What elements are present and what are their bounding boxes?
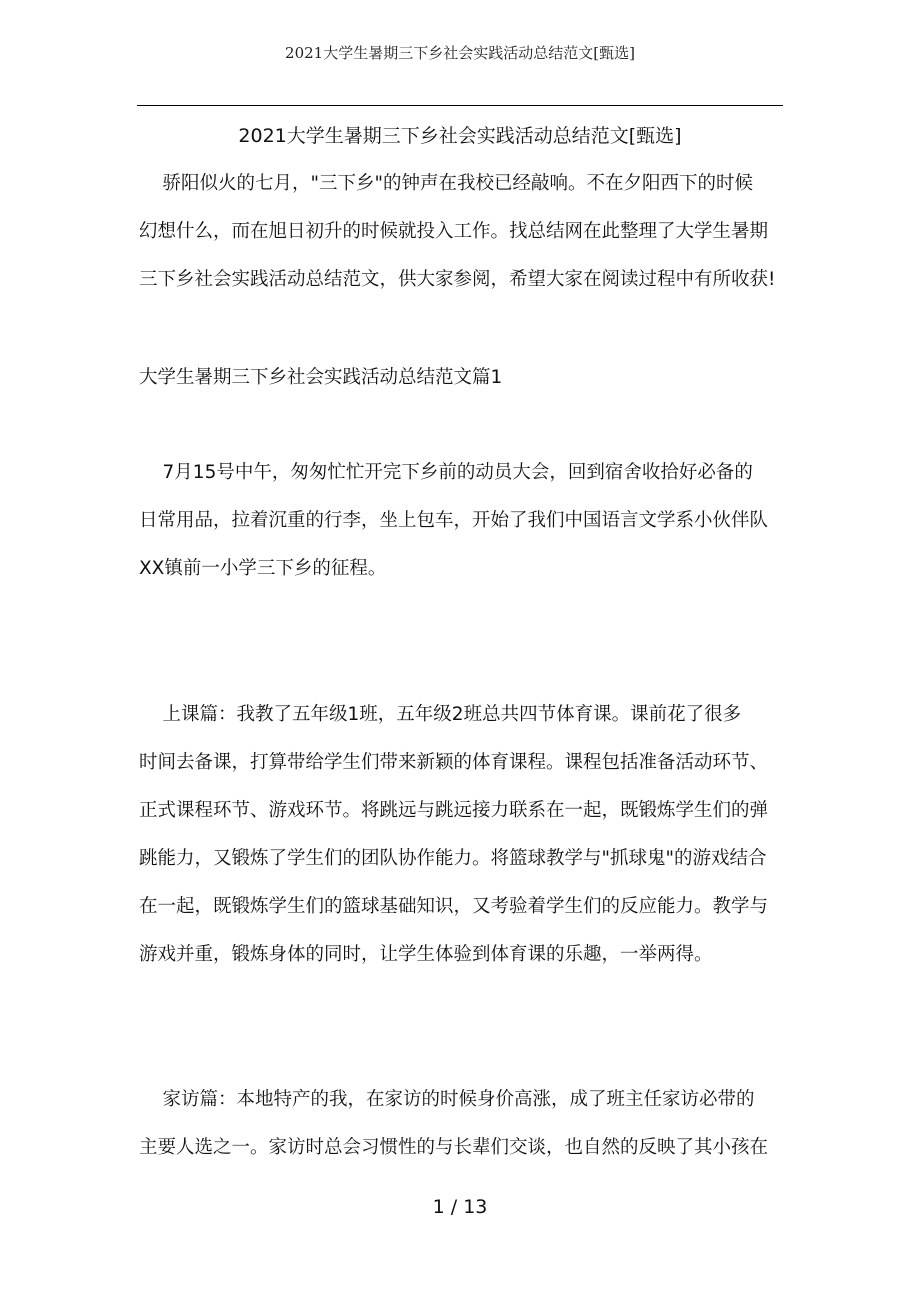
start-line: 7月15号中午，匆匆忙忙开完下乡前的动员大会，回到宿舍收拾好必备的 <box>139 462 753 483</box>
header-divider <box>137 105 783 106</box>
intro-line: 骄阳似火的七月，"三下乡"的钟声在我校已经敲响。不在夕阳西下的时候 <box>139 173 754 194</box>
class-line: 游戏并重，锻炼身体的同时，让学生体验到体育课的乐趣，一举两得。 <box>139 944 713 965</box>
visit-line: 主要人选之一。家访时总会习惯性的与长辈们交谈，也自然的反映了其小孩在 <box>139 1137 769 1158</box>
document-title: 2021大学生暑期三下乡社会实践活动总结范文[甄选] <box>238 125 682 147</box>
class-line: 跳能力，又锻炼了学生们的团队协作能力。将篮球教学与"抓球鬼"的游戏结合 <box>139 848 767 869</box>
start-line: 日常用品，拉着沉重的行李，坐上包车，开始了我们中国语言文学系小伙伴队 <box>139 510 769 531</box>
start-line: XX镇前一小学三下乡的征程。 <box>139 558 387 579</box>
intro-line: 幻想什么，而在旭日初升的时候就投入工作。找总结网在此整理了大学生暑期 <box>139 221 769 242</box>
class-line: 正式课程环节、游戏环节。将跳远与跳远接力联系在一起，既锻炼学生们的弹 <box>139 800 769 821</box>
intro-line: 三下乡社会实践活动总结范文，供大家参阅，希望大家在阅读过程中有所收获! <box>139 269 776 290</box>
running-header: 2021大学生暑期三下乡社会实践活动总结范文[甄选] <box>285 44 635 62</box>
class-line: 上课篇：我教了五年级1班，五年级2班总共四节体育课。课前花了很多 <box>139 704 742 725</box>
page-indicator: 1 / 13 <box>432 1196 488 1218</box>
section-heading: 大学生暑期三下乡社会实践活动总结范文篇1 <box>139 367 503 388</box>
class-line: 在一起，既锻炼学生们的篮球基础知识，又考验着学生们的反应能力。教学与 <box>139 896 769 917</box>
visit-line: 家访篇：本地特产的我，在家访的时候身价高涨，成了班主任家访必带的 <box>139 1089 755 1110</box>
class-line: 时间去备课，打算带给学生们带来新颖的体育课程。课程包括准备活动环节、 <box>139 752 769 773</box>
